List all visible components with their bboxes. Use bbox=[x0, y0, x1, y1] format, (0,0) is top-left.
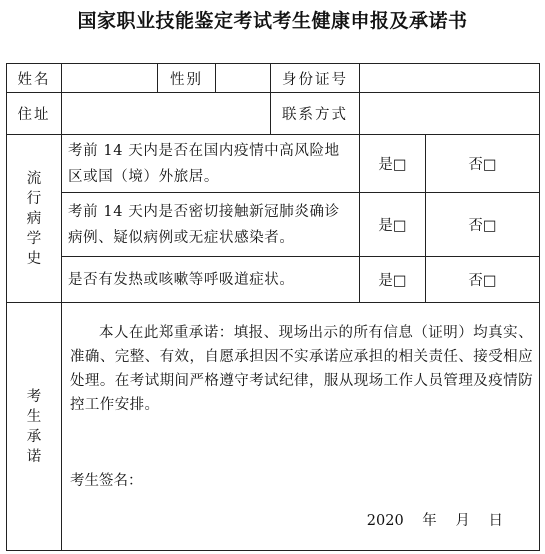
label-char: 诺 bbox=[26, 448, 42, 465]
id-number-label: 身份证号 bbox=[271, 64, 360, 93]
symptoms-yes-checkbox[interactable]: 是□ bbox=[360, 257, 426, 303]
promise-text: 本人在此郑重承诺：填报、现场出示的所有信息（证明）均真实、准确、完整、有效，自愿承担因不实承诺应承担的相关责任、接受相应处理。在考试期间严格遵守考试纪律，服从现场工作人员管理及疫情防控工作安排。 bbox=[70, 325, 533, 413]
travel-yes-checkbox[interactable]: 是□ bbox=[360, 135, 426, 193]
label-char: 病 bbox=[26, 210, 42, 227]
contact-yes-checkbox[interactable]: 是□ bbox=[360, 193, 426, 257]
question-symptoms: 是否有发热或咳嗽等呼吸道症状。 bbox=[62, 257, 360, 303]
signature-date[interactable]: 2020 年 月 日 bbox=[366, 513, 503, 529]
gender-input-cell[interactable] bbox=[216, 64, 271, 93]
name-label: 姓名 bbox=[7, 64, 62, 93]
label-char: 流 bbox=[26, 170, 42, 187]
question-travel: 考前 14 天内是否在国内疫情中高风险地区或国（境）外旅居。 bbox=[62, 135, 360, 193]
signature-label[interactable]: 考生签名： bbox=[70, 473, 143, 489]
health-declaration-table bbox=[6, 63, 540, 551]
contact-label: 联系方式 bbox=[271, 93, 360, 135]
candidate-promise-label bbox=[7, 303, 62, 551]
label-char: 学 bbox=[26, 230, 42, 247]
address-input-cell[interactable] bbox=[62, 93, 271, 135]
label-char: 考 bbox=[26, 388, 42, 405]
form-title: 国家职业技能鉴定考试考生健康申报及承诺书 bbox=[77, 10, 468, 32]
epidemiology-history-label bbox=[7, 135, 62, 303]
label-char: 史 bbox=[26, 250, 42, 267]
label-char: 承 bbox=[26, 428, 42, 445]
address-label: 住址 bbox=[7, 93, 62, 135]
contact-no-checkbox[interactable]: 否□ bbox=[426, 193, 540, 257]
travel-no-checkbox[interactable]: 否□ bbox=[426, 135, 540, 193]
symptoms-no-checkbox[interactable]: 否□ bbox=[426, 257, 540, 303]
name-input-cell[interactable] bbox=[62, 64, 158, 93]
contact-input-cell[interactable] bbox=[360, 93, 540, 135]
label-char: 生 bbox=[26, 408, 42, 425]
gender-label: 性别 bbox=[158, 64, 216, 93]
question-contact: 考前 14 天内是否密切接触新冠肺炎确诊病例、疑似病例或无症状感染者。 bbox=[62, 193, 360, 257]
id-number-input-cell[interactable] bbox=[360, 64, 540, 93]
promise-cell bbox=[62, 303, 540, 551]
label-char: 行 bbox=[26, 190, 42, 207]
